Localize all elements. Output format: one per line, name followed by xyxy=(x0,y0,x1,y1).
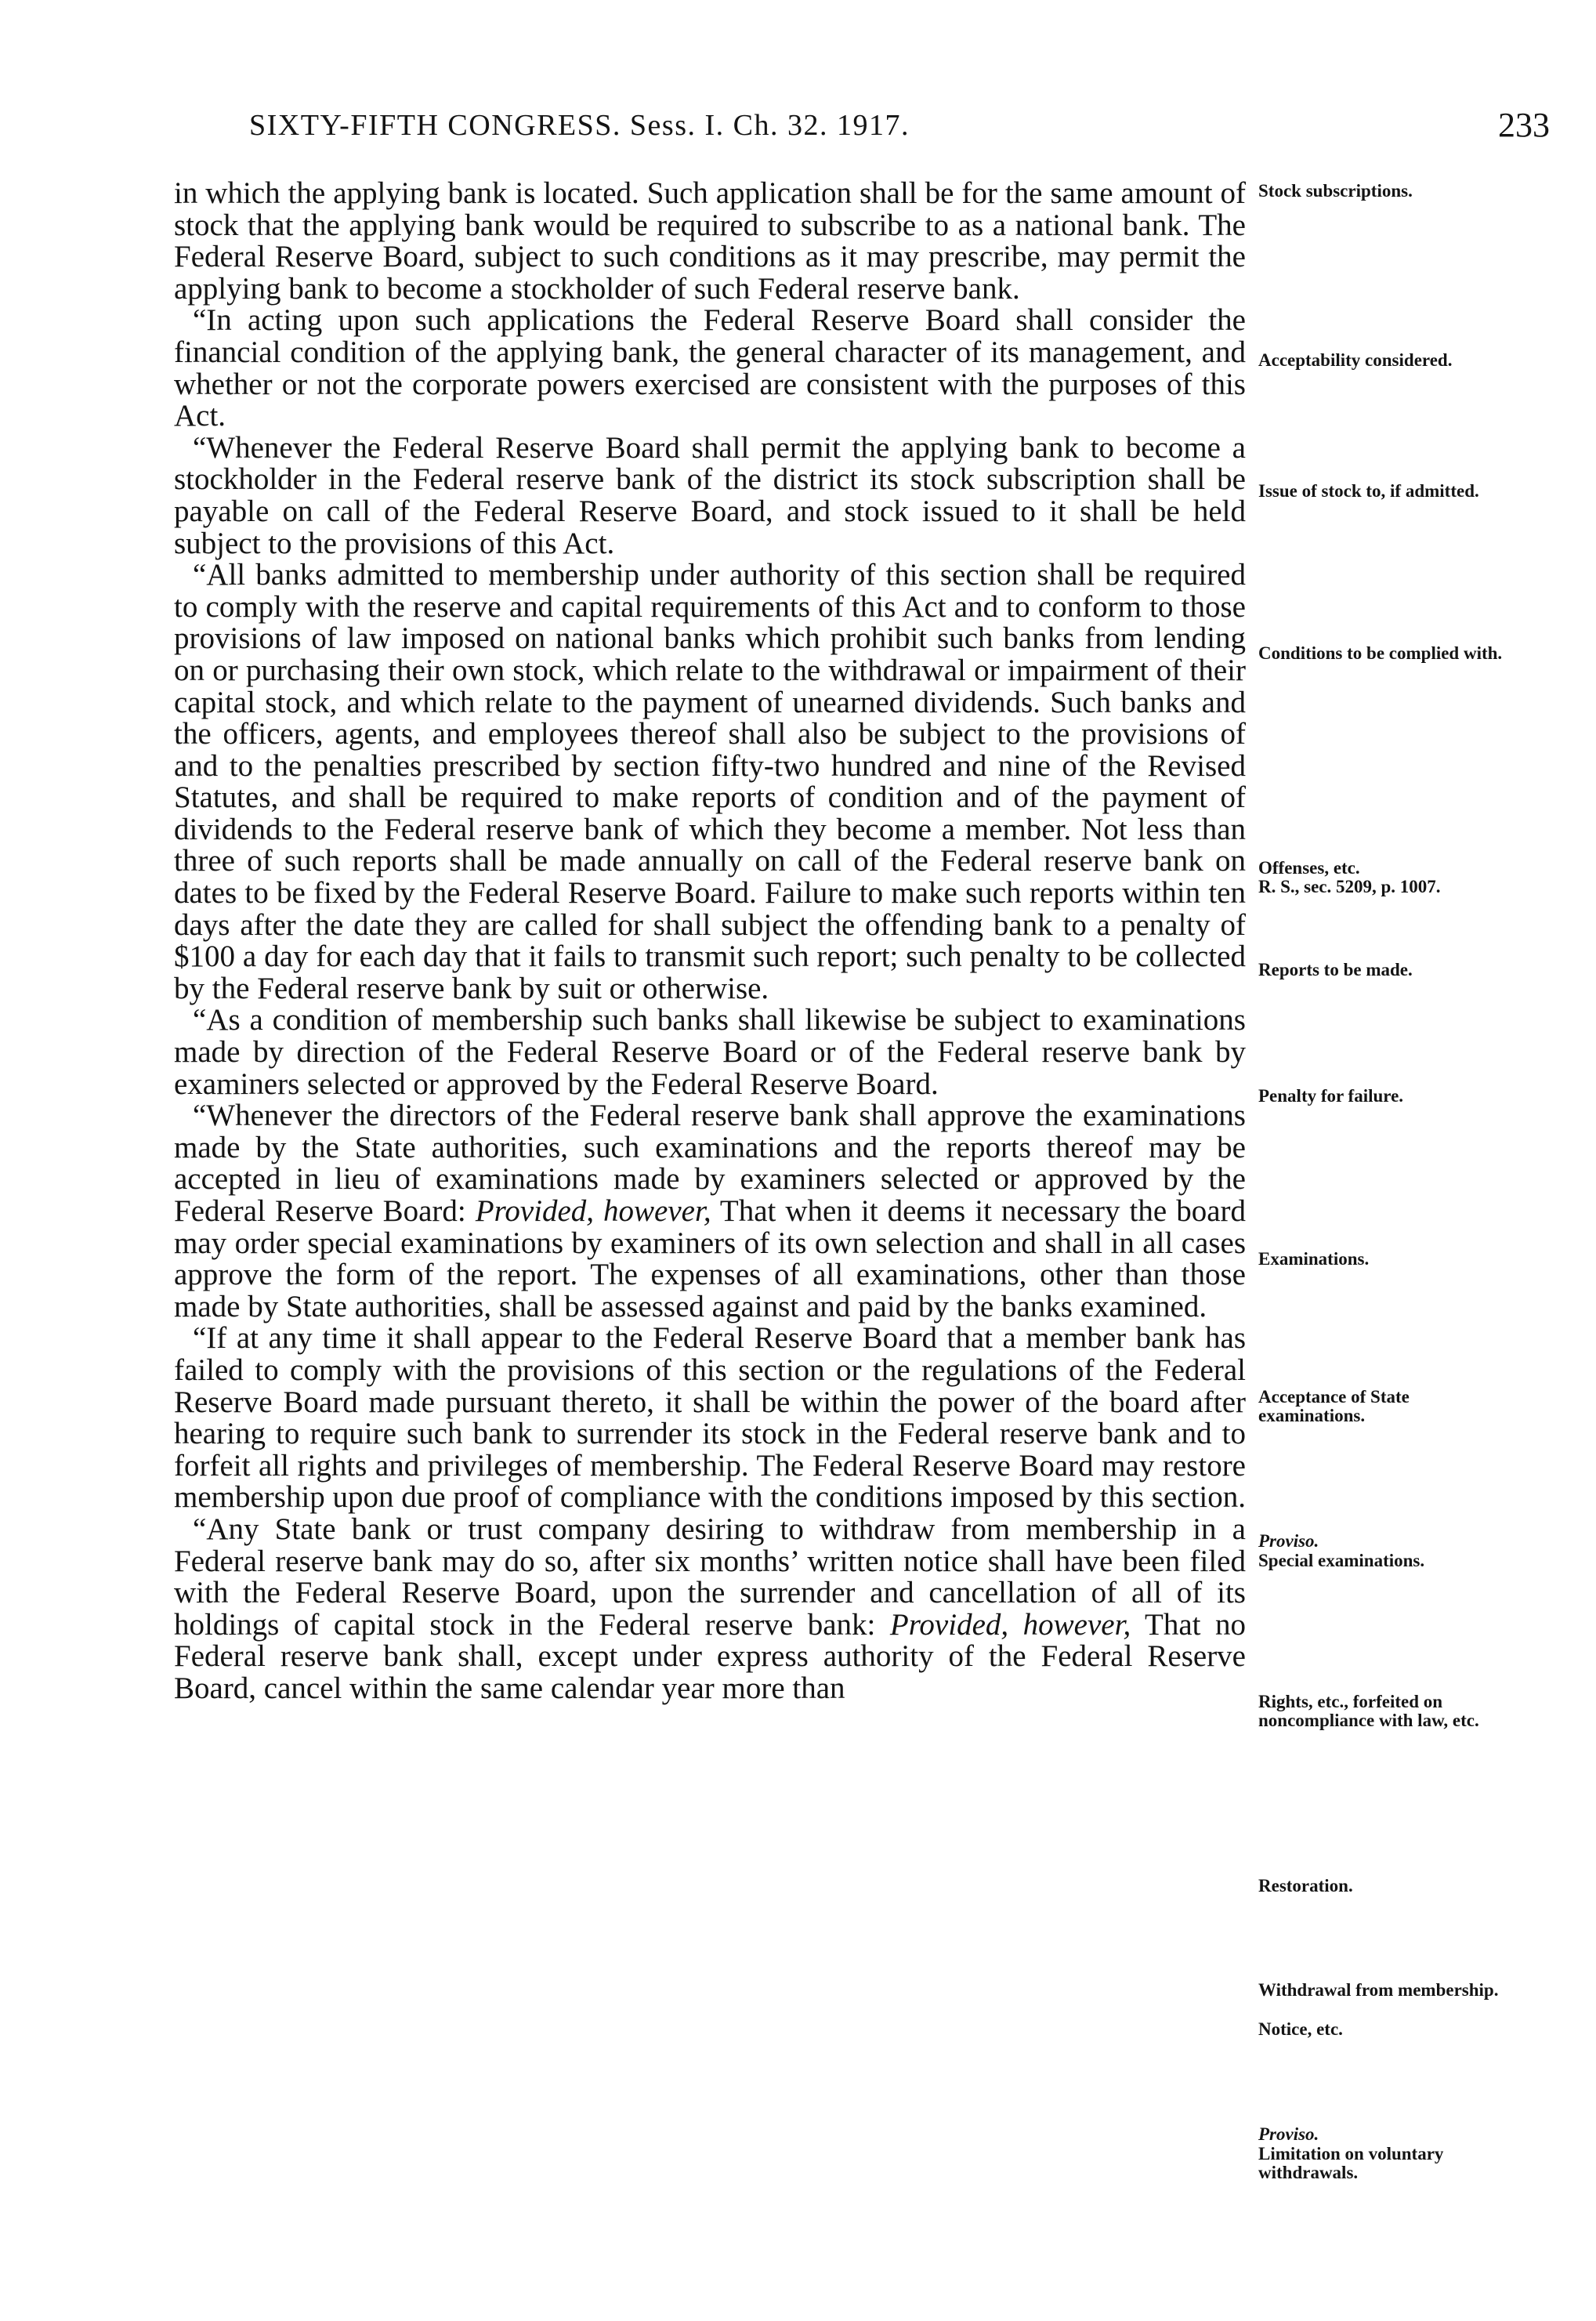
paragraph-forfeiture: “If at any time it shall appear to the Federal Reserve Board that a member bank has failed to comply with the provisions of this section or the regulations of the Federal Reserve Board made pursuant thereto, it shall be within the power of the board after hearing to require such bank to surrender its stock in the Federal reserve bank and to forfeit all rights and privileges of membership. The Federal Reserve Board may restore membership upon due proof of compliance with the conditions imposed by this section. xyxy=(174,1321,1247,1515)
paragraph-applications: “In acting upon such applications the Federal Reserve Board shall consider the financial condition of the applying bank, the general character of its management, and whether or not the corporate powers exercised are consistent with the purposes of this Act. xyxy=(174,303,1246,433)
margin-note-notice: Notice, etc. xyxy=(1258,2019,1343,2039)
paragraph-stock-subscription: in which the applying bank is located. Such application shall be for the same amount of stock that the applying bank would be required to subscribe to as a national bank. The Federal Reserve Board, subject to such conditions as it may prescribe, may permit the applying bank to become a stockholder of such Federal reserve bank. xyxy=(174,176,1246,306)
margin-note-offenses: Offenses, etc. xyxy=(1258,858,1360,878)
paragraph-state-examinations: “Whenever the directors of the Federal reserve bank shall approve the examinations made by the State authorities, such examinations and the reports thereof may be accepted in lieu of examinations made by examiners selected or approved by the Federal Reserve Board: Provided, however, That when it deems it necessary the board may order special examinations by examiners of its own selection and shall in all cases approve the form of the report. The expenses of all examinations, other than those made by State authorities, shall be assessed against and paid by the banks examined. xyxy=(174,1099,1246,1323)
page-header xyxy=(249,106,1550,155)
paragraph-membership-requirements: “All banks admitted to membership under authority of this section shall be required to comply with the reserve and capital requirements of this Act and to conform to those provisions of law imposed on national banks which prohibit such banks from lending on or purchasing their own stock, which relate to the withdrawal or impairment of their capital stock, and which relate to the payment of unearned dividends. Such banks and the officers, agents, and employees thereof shall also be subject to the provisions of and to the penalties prescribed by section fifty-two hundred and nine of the Revised Statutes, and shall be required to make reports of condition and of the payment of dividends to the Federal reserve bank of which they become a member. Not less than three of such reports shall be made annually on call of the Federal reserve bank on dates to be fixed by the Federal Reserve Board. Failure to make such reports within ten days after the date they are called for shall subject the offending bank to a penalty of $100 a day for each day that it fails to transmit such report; such penalty to be collected by the Federal reserve bank by suit or otherwise. xyxy=(174,558,1246,1005)
proviso-italic: Provided, however, xyxy=(475,1194,711,1228)
margin-note-issue-of-stock: Issue of stock to, if admitted. xyxy=(1258,481,1479,501)
running-head: SIXTY-FIFTH CONGRESS. Sess. I. Ch. 32. 1917. xyxy=(249,109,910,142)
margin-note-rs-citation: R. S., sec. 5209, p. 1007. xyxy=(1258,877,1441,896)
margin-note-restoration: Restoration. xyxy=(1258,1876,1353,1896)
margin-note-examinations: Examinations. xyxy=(1258,1249,1370,1269)
margin-note-penalty: Penalty for failure. xyxy=(1258,1086,1404,1106)
margin-note-acceptability: Acceptability considered. xyxy=(1258,350,1453,370)
proviso-italic: Provided, however, xyxy=(889,1607,1131,1642)
margin-note-conditions: Conditions to be complied with. xyxy=(1258,643,1503,663)
margin-note-acceptance-state: Acceptance of State examinations. xyxy=(1258,1387,1410,1425)
paragraph-withdrawal: “Any State bank or trust company desiring to withdraw from membership in a Federal reserve bank may do so, after six months’ written notice shall have been filed with the Federal Reserve Board, upon the surrender and cancellation of all of its holdings of capital stock in the Federal reserve bank: Provided, however, That no Federal reserve bank shall, except under express authority of the Federal Reserve Board, cancel within the same calendar year more than xyxy=(174,1512,1246,1705)
margin-notes xyxy=(1258,0,1509,2321)
margin-note-stock-subscriptions: Stock subscriptions. xyxy=(1258,181,1413,201)
margin-note-limitation: Limitation on voluntary withdrawals. xyxy=(1258,2144,1444,2182)
margin-note-rights-forfeited: Rights, etc., forfeited on noncompliance with law, etc. xyxy=(1258,1692,1479,1730)
page-number: 233 xyxy=(1498,106,1550,144)
paragraph-examinations: “As a condition of membership such banks shall likewise be subject to examinations made by direction of the Federal Reserve Board or of the Federal reserve bank by examiners selected or approved by the Federal Reserve Board. xyxy=(174,1003,1246,1101)
margin-note-proviso: Proviso. xyxy=(1258,2124,1319,2144)
margin-note-withdrawal: Withdrawal from membership. xyxy=(1258,1980,1499,2000)
statute-body xyxy=(174,178,1246,1705)
paragraph-stockholder: “Whenever the Federal Reserve Board shall permit the applying bank to become a stockholder in the Federal reserve bank of the district its stock subscription shall be payable on call of the Federal Reserve Board, and stock issued to it shall be held subject to the provisions of this Act. xyxy=(174,430,1246,560)
margin-note-reports: Reports to be made. xyxy=(1258,960,1413,979)
margin-note-special-examinations: Special examinations. xyxy=(1258,1551,1425,1570)
margin-note-proviso: Proviso. xyxy=(1258,1531,1319,1551)
